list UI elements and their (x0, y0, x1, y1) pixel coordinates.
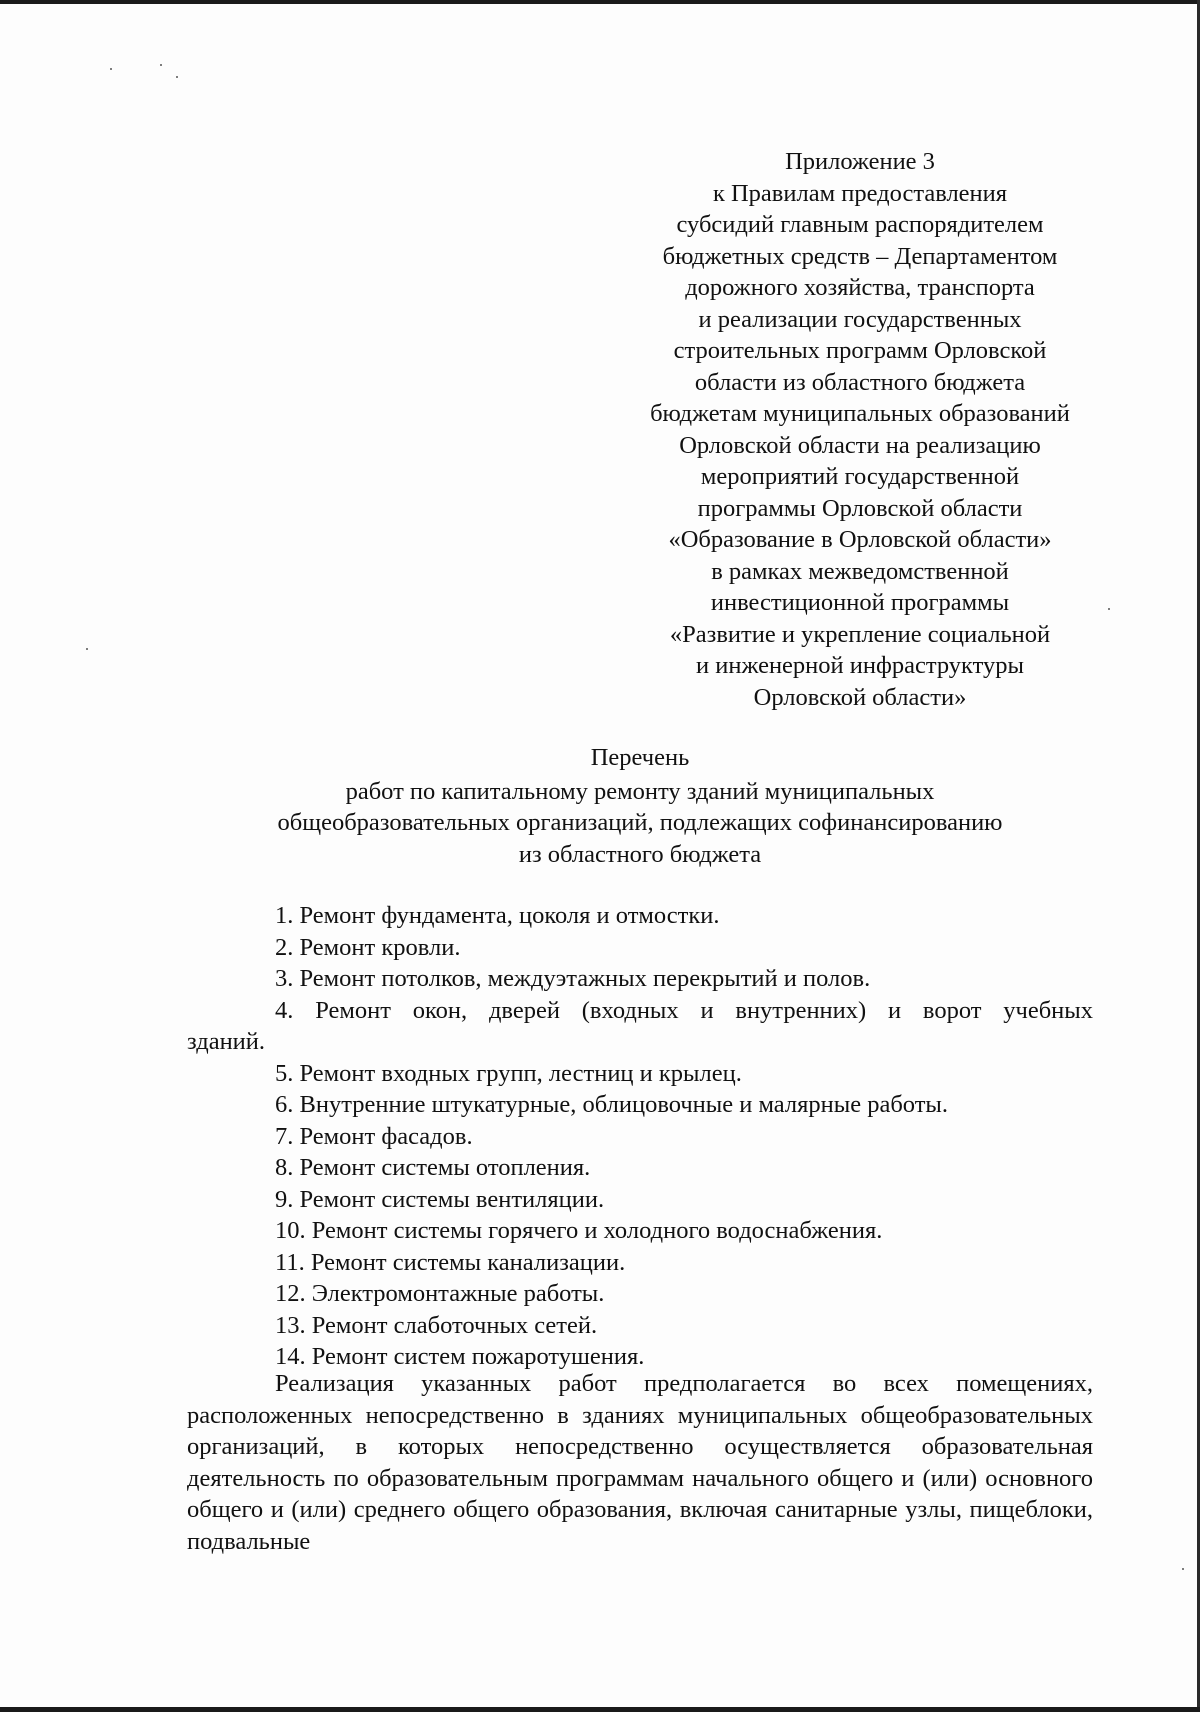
list-item: 4. Ремонт окон, дверей (входных и внутренних) и ворот учебных зданий. (187, 996, 1093, 1055)
list-item: 10. Ремонт системы горячего и холодного водоснабжения. (275, 1217, 883, 1244)
appendix-line: и реализации государственных (698, 305, 1022, 333)
appendix-line: дорожного хозяйства, транспорта (685, 274, 1035, 301)
scan-edge-top (0, 0, 1200, 4)
scan-speck (110, 68, 112, 70)
appendix-line: инвестиционной программы (710, 589, 1010, 616)
scan-speck (160, 64, 162, 66)
list-item: 11. Ремонт системы канализации. (275, 1248, 626, 1276)
appendix-line: субсидий главным распорядителем (676, 211, 1044, 238)
appendix-line: бюджетных средств – Департаментом (662, 242, 1058, 270)
title-line: работ по капитальному ремонту зданий муниципальных (345, 777, 935, 805)
appendix-line: и инженерной инфраструктуры (696, 652, 1024, 679)
list-item: 14. Ремонт систем пожаротушения. (275, 1343, 645, 1370)
appendix-line: к Правилам предоставления (712, 179, 1008, 207)
list-item: 7. Ремонт фасадов. (275, 1122, 473, 1150)
title-heading: Перечень (590, 744, 690, 771)
appendix-line: программы Орловской области (697, 494, 1023, 522)
list-item: 9. Ремонт системы вентиляции. (275, 1185, 605, 1213)
scan-edge-bottom (0, 1707, 1200, 1712)
appendix-line: в рамках межведомственной (711, 557, 1009, 585)
appendix-line: области из областного бюджета (694, 368, 1026, 396)
appendix-line: «Образование в Орловской области» (668, 526, 1052, 553)
closing-paragraph: Реализация указанных работ предполагается во всех помещениях, расположенных непосредственно в зданиях муниципальных общеобразовательных организаций, в которых непосредственно осуществляется образовательная деятельность по образовательным программам начального общего и (или) основного общего и (или) среднего общего образования, включая санитарные узлы, пищеблоки, подвальные (187, 1370, 1093, 1555)
works-list (187, 900, 1093, 1373)
document-title (160, 742, 1120, 870)
appendix-line: строительных программ Орловской (673, 337, 1047, 364)
appendix-line: «Развитие и укрепление социальной (669, 620, 1051, 648)
appendix-line: Орловской области» (753, 683, 967, 711)
list-item: 6. Внутренние штукатурные, облицовочные и малярные работы. (275, 1091, 949, 1118)
list-item: 5. Ремонт входных групп, лестниц и крылец. (275, 1059, 742, 1087)
title-line: из областного бюджета (518, 840, 762, 868)
list-item: 13. Ремонт слаботочных сетей. (275, 1311, 598, 1339)
appendix-line: мероприятий государственной (700, 463, 1020, 490)
title-line: общеобразовательных организаций, подлежащих софинансированию (277, 809, 1003, 836)
scan-speck (176, 76, 178, 78)
list-item: 3. Ремонт потолков, междуэтажных перекрытий и полов. (275, 965, 871, 992)
scan-speck (1182, 1568, 1184, 1570)
appendix-line: Приложение 3 (785, 148, 935, 175)
list-item: 2. Ремонт кровли. (275, 933, 461, 961)
appendix-line: бюджетам муниципальных образований (650, 400, 1070, 427)
list-item: 1. Ремонт фундамента, цоколя и отмостки. (275, 902, 720, 929)
list-item: 8. Ремонт системы отопления. (275, 1154, 591, 1181)
scan-speck (86, 648, 88, 650)
list-item: 12. Электромонтажные работы. (275, 1280, 605, 1307)
appendix-header (600, 146, 1120, 713)
appendix-line: Орловской области на реализацию (679, 431, 1041, 459)
